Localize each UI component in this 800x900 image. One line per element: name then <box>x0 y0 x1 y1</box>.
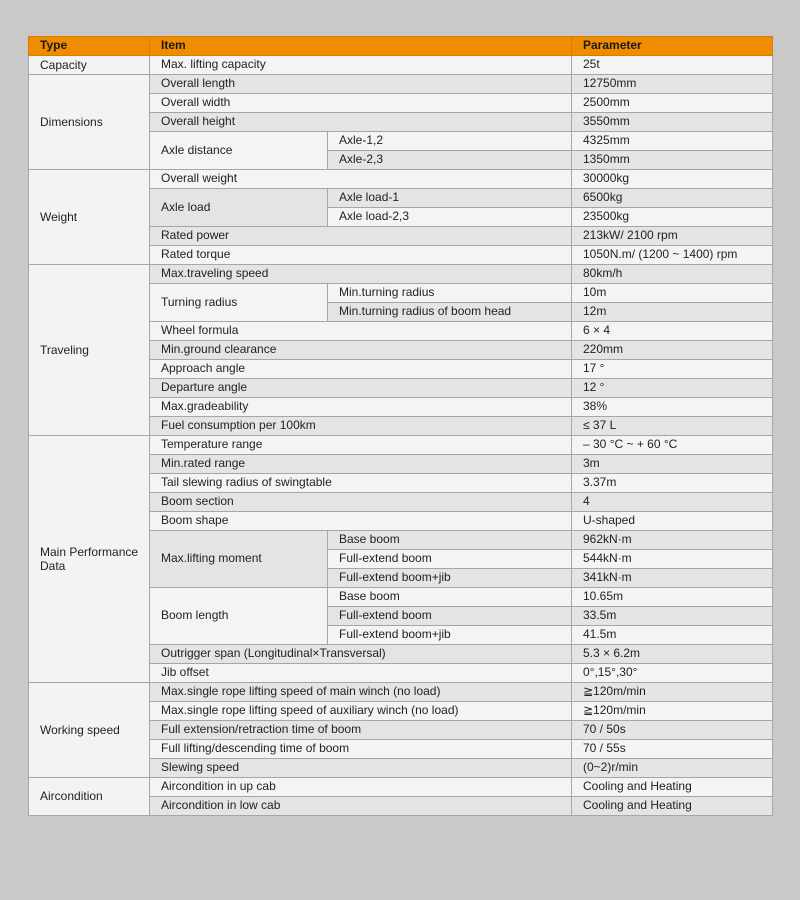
subitem-cell: Min.turning radius of boom head <box>328 303 572 322</box>
type-cell: Weight <box>29 170 150 265</box>
parameter-cell: 3550mm <box>572 113 773 132</box>
subitem-cell: Base boom <box>328 588 572 607</box>
item-cell: Wheel formula <box>150 322 572 341</box>
parameter-cell: ≧120m/min <box>572 702 773 721</box>
parameter-cell: 33.5m <box>572 607 773 626</box>
item-cell: Max. lifting capacity <box>150 56 572 75</box>
parameter-cell: 544kN·m <box>572 550 773 569</box>
table-body <box>29 56 773 816</box>
header-item: Item <box>150 37 572 56</box>
parameter-cell: ≤ 37 L <box>572 417 773 436</box>
parameter-cell: 30000kg <box>572 170 773 189</box>
table-row <box>29 436 773 455</box>
spec-table <box>28 36 773 816</box>
table-row <box>29 170 773 189</box>
parameter-cell: 3m <box>572 455 773 474</box>
parameter-cell: Cooling and Heating <box>572 797 773 816</box>
subitem-cell: Full-extend boom+jib <box>328 626 572 645</box>
item-cell: Rated torque <box>150 246 572 265</box>
parameter-cell: 10m <box>572 284 773 303</box>
type-cell: Working speed <box>29 683 150 778</box>
item-cell: Max.single rope lifting speed of main winch (no load) <box>150 683 572 702</box>
item-cell: Full lifting/descending time of boom <box>150 740 572 759</box>
subitem-cell: Min.turning radius <box>328 284 572 303</box>
subitem-cell: Full-extend boom+jib <box>328 569 572 588</box>
subitem-cell: Base boom <box>328 531 572 550</box>
parameter-cell: 80km/h <box>572 265 773 284</box>
item-cell: Aircondition in low cab <box>150 797 572 816</box>
parameter-cell: U-shaped <box>572 512 773 531</box>
item-cell: Aircondition in up cab <box>150 778 572 797</box>
parameter-cell: 5.3 × 6.2m <box>572 645 773 664</box>
parameter-cell: 6500kg <box>572 189 773 208</box>
table-row <box>29 778 773 797</box>
item-cell: Axle load <box>150 189 328 227</box>
item-cell: Boom section <box>150 493 572 512</box>
parameter-cell: 70 / 50s <box>572 721 773 740</box>
parameter-cell: 6 × 4 <box>572 322 773 341</box>
item-cell: Overall weight <box>150 170 572 189</box>
spec-sheet <box>28 36 772 816</box>
table-row <box>29 75 773 94</box>
item-cell: Max.single rope lifting speed of auxiliary winch (no load) <box>150 702 572 721</box>
table-row <box>29 683 773 702</box>
item-cell: Min.ground clearance <box>150 341 572 360</box>
parameter-cell: 3.37m <box>572 474 773 493</box>
item-cell: Overall height <box>150 113 572 132</box>
parameter-cell: 2500mm <box>572 94 773 113</box>
parameter-cell: 17 ° <box>572 360 773 379</box>
parameter-cell: 220mm <box>572 341 773 360</box>
item-cell: Max.traveling speed <box>150 265 572 284</box>
parameter-cell: (0~2)r/min <box>572 759 773 778</box>
parameter-cell: 341kN·m <box>572 569 773 588</box>
parameter-cell: 38% <box>572 398 773 417</box>
subitem-cell: Full-extend boom <box>328 550 572 569</box>
subitem-cell: Axle-1,2 <box>328 132 572 151</box>
header-type: Type <box>29 37 150 56</box>
header-parameter: Parameter <box>572 37 773 56</box>
item-cell: Overall length <box>150 75 572 94</box>
item-cell: Max.gradeability <box>150 398 572 417</box>
item-cell: Rated power <box>150 227 572 246</box>
table-row <box>29 56 773 75</box>
item-cell: Turning radius <box>150 284 328 322</box>
parameter-cell: 10.65m <box>572 588 773 607</box>
parameter-cell: 213kW/ 2100 rpm <box>572 227 773 246</box>
item-cell: Jib offset <box>150 664 572 683</box>
item-cell: Outrigger span (Longitudinal×Transversal) <box>150 645 572 664</box>
table-row <box>29 265 773 284</box>
parameter-cell: 12750mm <box>572 75 773 94</box>
item-cell: Approach angle <box>150 360 572 379</box>
parameter-cell: 25t <box>572 56 773 75</box>
parameter-cell: Cooling and Heating <box>572 778 773 797</box>
parameter-cell: 12m <box>572 303 773 322</box>
parameter-cell: 41.5m <box>572 626 773 645</box>
item-cell: Overall width <box>150 94 572 113</box>
type-cell: Capacity <box>29 56 150 75</box>
item-cell: Temperature range <box>150 436 572 455</box>
item-cell: Min.rated range <box>150 455 572 474</box>
parameter-cell: 12 ° <box>572 379 773 398</box>
type-cell: Dimensions <box>29 75 150 170</box>
item-cell: Fuel consumption per 100km <box>150 417 572 436</box>
type-cell: Traveling <box>29 265 150 436</box>
parameter-cell: 70 / 55s <box>572 740 773 759</box>
parameter-cell: 1350mm <box>572 151 773 170</box>
parameter-cell: 4325mm <box>572 132 773 151</box>
item-cell: Tail slewing radius of swingtable <box>150 474 572 493</box>
item-cell: Max.lifting moment <box>150 531 328 588</box>
item-cell: Boom length <box>150 588 328 645</box>
type-cell: Aircondition <box>29 778 150 816</box>
item-cell: Slewing speed <box>150 759 572 778</box>
item-cell: Axle distance <box>150 132 328 170</box>
subitem-cell: Axle-2,3 <box>328 151 572 170</box>
subitem-cell: Full-extend boom <box>328 607 572 626</box>
parameter-cell: – 30 °C ~ + 60 °C <box>572 436 773 455</box>
parameter-cell: 1050N.m/ (1200 ~ 1400) rpm <box>572 246 773 265</box>
parameter-cell: ≧120m/min <box>572 683 773 702</box>
subitem-cell: Axle load-2,3 <box>328 208 572 227</box>
item-cell: Full extension/retraction time of boom <box>150 721 572 740</box>
parameter-cell: 4 <box>572 493 773 512</box>
table-header-row <box>29 37 773 56</box>
parameter-cell: 0°,15°,30° <box>572 664 773 683</box>
item-cell: Departure angle <box>150 379 572 398</box>
subitem-cell: Axle load-1 <box>328 189 572 208</box>
parameter-cell: 962kN·m <box>572 531 773 550</box>
parameter-cell: 23500kg <box>572 208 773 227</box>
item-cell: Boom shape <box>150 512 572 531</box>
type-cell: Main Performance Data <box>29 436 150 683</box>
